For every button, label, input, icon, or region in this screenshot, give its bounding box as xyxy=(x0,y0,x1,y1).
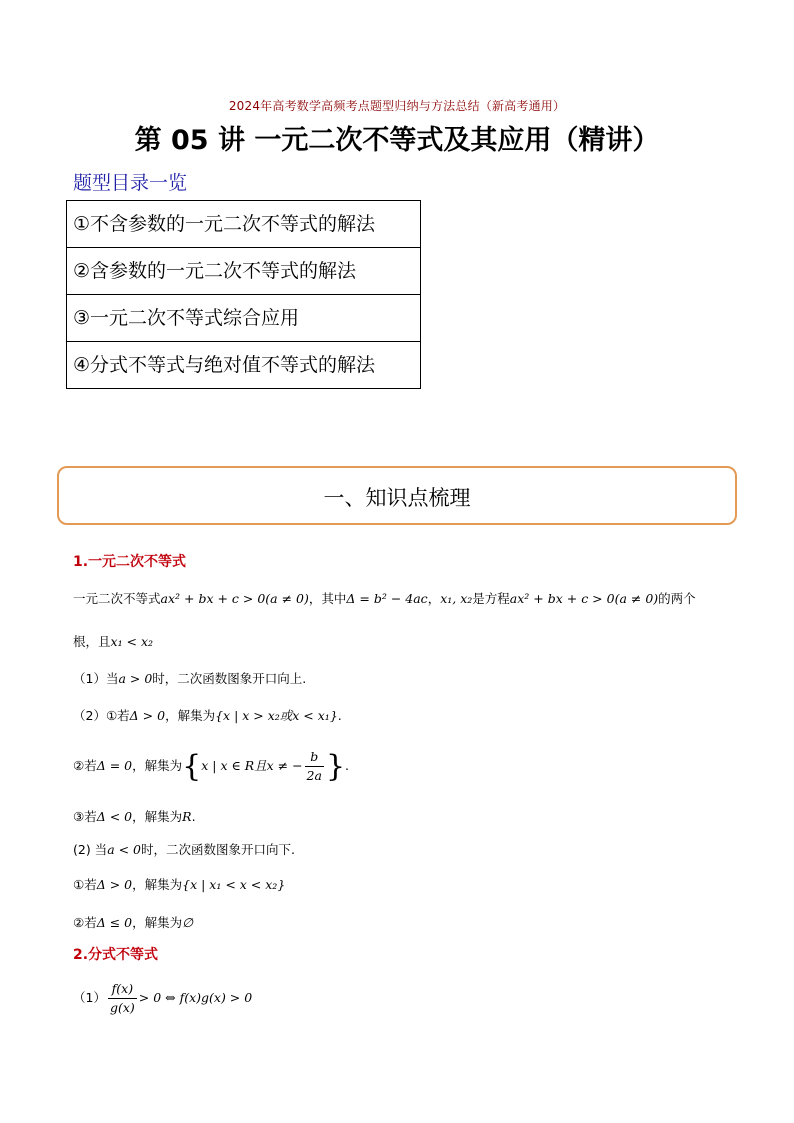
formula: R xyxy=(182,809,192,824)
paragraph-definition xyxy=(73,589,696,607)
catalog-heading: 题型目录一览 xyxy=(73,172,188,194)
text: （1） xyxy=(73,990,106,1005)
formula: ax² + bx + c > 0(a ≠ 0) xyxy=(160,591,309,606)
text: ，解集为 xyxy=(132,809,183,824)
text: ，解集为 xyxy=(132,915,183,930)
page-title: 第 05 讲 一元二次不等式及其应用（精讲） xyxy=(134,125,660,156)
text: ，解集为 xyxy=(132,758,183,773)
catalog-item: ①不含参数的一元二次不等式的解法 xyxy=(67,201,421,248)
formula: ∅ xyxy=(182,915,194,930)
text: （2）①若 xyxy=(73,708,130,723)
case-a-positive xyxy=(73,669,306,687)
formula: Δ > 0 xyxy=(129,708,166,723)
case-delta-zero xyxy=(73,748,349,785)
text: （1）当 xyxy=(73,671,119,686)
text: . xyxy=(191,809,196,824)
formula: Δ > 0 xyxy=(96,877,133,892)
text: 时，二次函数图象开口向下. xyxy=(141,842,295,857)
text: ， xyxy=(427,591,441,606)
text: . xyxy=(345,758,350,773)
heading-quadratic-inequality: 1.一元二次不等式 xyxy=(73,554,187,570)
fraction-numerator: f(x) xyxy=(108,980,137,999)
fraction-numerator: b xyxy=(305,748,324,767)
formula: {x | x > x₂或x < x₁} xyxy=(215,708,338,723)
paragraph-roots xyxy=(73,632,153,650)
catalog-item: ②含参数的一元二次不等式的解法 xyxy=(67,248,421,295)
text: ，其中 xyxy=(308,591,347,606)
fraction-denominator: g(x) xyxy=(109,1000,135,1015)
fraction xyxy=(108,980,137,1017)
catalog-item: ③一元二次不等式综合应用 xyxy=(67,295,421,342)
catalog-table xyxy=(66,200,421,389)
case-neg-delta-nonpositive xyxy=(73,913,193,931)
formula: Δ < 0 xyxy=(96,809,133,824)
left-brace: { xyxy=(182,749,202,784)
text: 一元二次不等式 xyxy=(73,591,161,606)
document-subtitle: 2024年高考数学高频考点题型归纳与方法总结（新高考通用） xyxy=(228,99,566,113)
text: ，解集为 xyxy=(165,708,216,723)
section-title: 一、知识点梳理 xyxy=(323,486,471,510)
formula: a > 0 xyxy=(118,671,153,686)
formula: ax² + bx + c > 0(a ≠ 0) xyxy=(509,591,659,606)
fraction-rule-1 xyxy=(73,980,252,1017)
formula: Δ = b² − 4ac xyxy=(346,591,428,606)
text: 根，且 xyxy=(73,634,111,649)
formula: Δ ≤ 0 xyxy=(96,915,133,930)
formula: > 0 ⇔ f(x)g(x) > 0 xyxy=(138,990,253,1005)
formula: x₁, x₂ xyxy=(440,591,473,606)
case-neg-delta-positive xyxy=(73,875,285,893)
formula: Δ = 0 xyxy=(96,758,133,773)
case-a-negative xyxy=(73,840,295,858)
text: ②若 xyxy=(73,758,97,773)
right-brace: } xyxy=(325,749,346,784)
text: 的两个 xyxy=(658,591,696,606)
text: 时，二次函数图象开口向上. xyxy=(152,671,307,686)
heading-fractional-inequality: 2.分式不等式 xyxy=(73,947,159,963)
text: ③若 xyxy=(73,809,97,824)
formula: x₁ < x₂ xyxy=(110,634,154,649)
formula: x | x ∈ R且x ≠ − xyxy=(201,758,303,773)
text: ②若 xyxy=(73,915,97,930)
case-delta-positive xyxy=(73,706,342,724)
text: (2) 当 xyxy=(73,842,108,857)
text: 是方程 xyxy=(472,591,510,606)
fraction xyxy=(305,748,324,785)
fraction-denominator: 2a xyxy=(306,768,322,783)
formula: {x | x₁ < x < x₂} xyxy=(182,877,286,892)
formula: a < 0 xyxy=(107,842,142,857)
text: ①若 xyxy=(73,877,97,892)
text: ，解集为 xyxy=(132,877,183,892)
case-delta-negative xyxy=(73,807,196,825)
text: . xyxy=(337,708,342,723)
catalog-item: ④分式不等式与绝对值不等式的解法 xyxy=(67,342,421,389)
